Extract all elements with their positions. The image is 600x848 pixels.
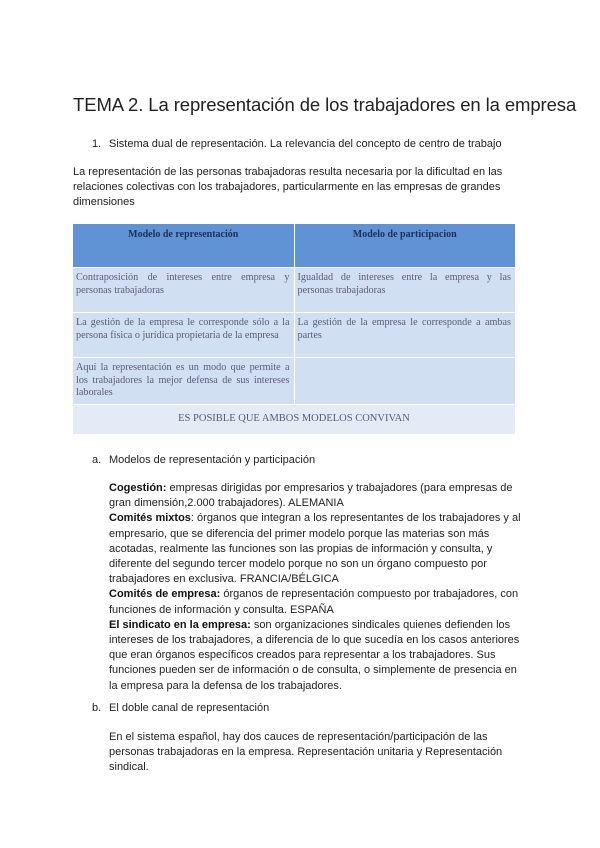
table-row	[73, 268, 515, 313]
definition-item	[109, 511, 522, 587]
table-cell: Aquí la representación es un modo que permite a los trabajadores la mejor defensa de sus intereses laborales	[73, 358, 294, 405]
section-1-number: 1.	[92, 138, 102, 150]
definition-text: son organizaciones sindicales quienes defienden los intereses de los trabajadores, a diferencia de lo que sucedía en los casos anteriores que eran órganos específicos creados para representar a los trabajadores. Sus funciones pueden ser de información o de consulta, o simplemente de presencia en la empresa para la defensa de los trabajadores.	[109, 618, 520, 692]
table-header-row	[73, 224, 515, 268]
definition-term: Cogestión:	[109, 482, 167, 494]
table-cell: La gestión de la empresa le corresponde a ambas partes	[294, 313, 515, 358]
table-header-participation: Modelo de participacion	[294, 224, 515, 268]
models-definitions	[109, 481, 522, 694]
subsection-a-heading	[92, 454, 315, 466]
table-footer-note: ES POSIBLE QUE AMBOS MODELOS CONVIVAN	[73, 404, 515, 434]
table-cell: La gestión de la empresa le corresponde sólo a la persona física o jurídica propietaria de la empresa	[73, 313, 294, 358]
table-cell: Igualdad de intereses entre la empresa y las personas trabajadoras	[294, 268, 515, 313]
models-comparison-table	[73, 224, 515, 434]
table-row	[73, 358, 515, 405]
definition-term: Comités de empresa:	[109, 588, 221, 601]
definition-item	[109, 587, 522, 617]
definition-text: empresas dirigidas por empresarios y trabajadores (para empresas de gran dimensión,2.000 trabajadores). ALEMANIA	[109, 482, 513, 510]
section-1-heading	[92, 138, 502, 150]
definition-text: : órganos que integran a los representantes de los trabajadores y al empresario, que se diferencia del primer modelo porque las materias son más acotadas, realmente las funciones son las propias de información y consulta, y diferente del segundo tercer modelo porque no son un órgano compuesto por trabajadores en exclusiva. FRANCIA/BÉLGICA	[109, 512, 521, 586]
definition-item	[109, 481, 522, 511]
subsection-a-marker: a.	[92, 454, 102, 466]
definition-text: órganos de representación compuesto por trabajadores, con funciones de información y consulta. ESPAÑA	[109, 588, 519, 616]
definition-item	[109, 618, 522, 694]
subsection-a-title: Modelos de representación y participación	[109, 454, 316, 466]
page-title: TEMA 2. La representación de los trabajadores en la empresa	[73, 94, 577, 115]
subsection-b-marker: b.	[92, 702, 102, 714]
table-header-representation: Modelo de representación	[73, 224, 294, 268]
table-row	[73, 313, 515, 358]
subsection-b-title: El doble canal de representación	[109, 702, 270, 714]
section-1-text: Sistema dual de representación. La relevancia del concepto de centro de trabajo	[109, 138, 502, 150]
table-footer-row	[73, 404, 515, 434]
table-cell: Contraposición de intereses entre empresa y personas trabajadoras	[73, 268, 294, 313]
subsection-b-paragraph: En el sistema español, hay dos cauces de representación/participación de las personas trabajadoras en la empresa. Representación unitaria y Representación sindical.	[109, 731, 503, 774]
subsection-b-heading	[92, 702, 269, 714]
intro-paragraph: La representación de las personas trabajadoras resulta necesaria por la dificultad en las relaciones colectivas con los trabajadores, particularmente en las empresas de grandes dimensiones	[73, 166, 503, 208]
table-cell	[294, 358, 515, 405]
definition-term: Comités mixtos	[109, 512, 191, 525]
definition-term: El sindicato en la empresa:	[109, 618, 251, 631]
